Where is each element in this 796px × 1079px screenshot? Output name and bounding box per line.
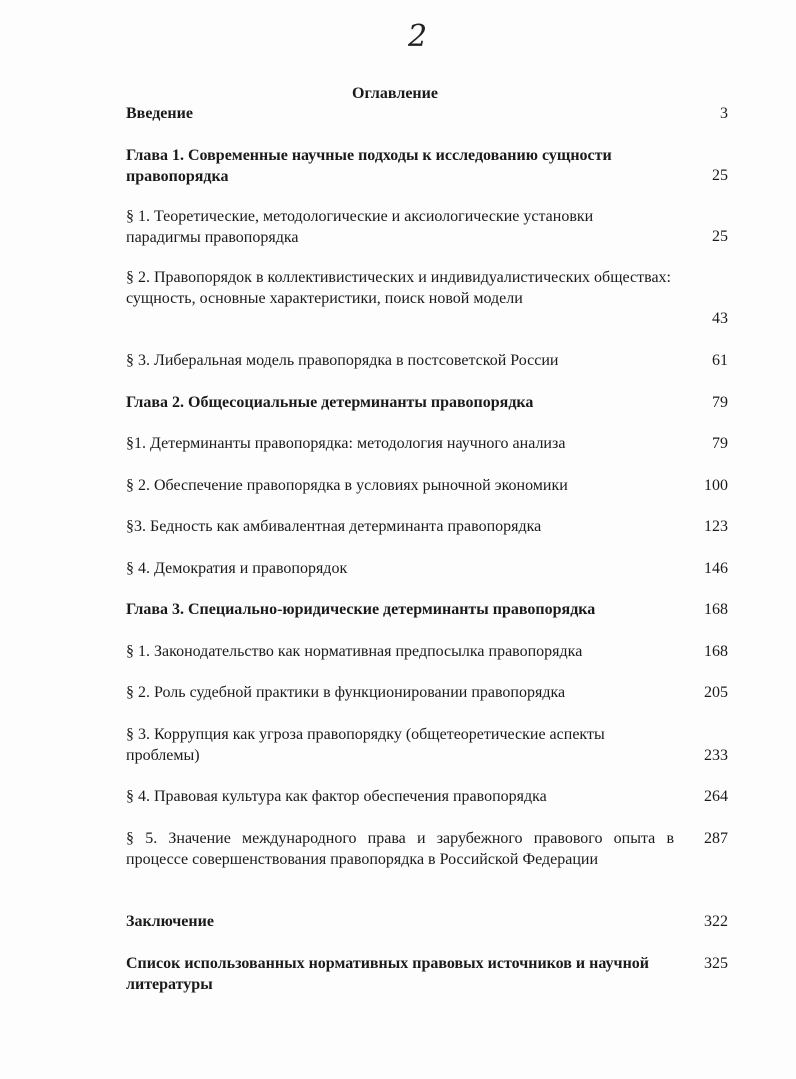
toc-entry-text: § 2. Обеспечение правопорядка в условиях рыночной экономики (126, 477, 568, 494)
toc-title (0, 84, 796, 104)
toc-entry-text: § 2. Правопорядок в коллективистических и индивидуалистических обществах: сущность, основные характеристики, поиск новой модели (126, 269, 671, 307)
toc-entry-page: 79 (712, 435, 728, 452)
toc-entry-text: § 4. Правовая культура как фактор обеспечения правопорядка (126, 788, 547, 805)
toc-entry-page: 168 (704, 601, 728, 618)
toc-entry-text: Заключение (126, 913, 214, 930)
handwritten-page-number: 2 (408, 19, 428, 54)
toc-entry-text: Введение (126, 105, 193, 122)
toc-entry-text: Глава 2. Общесоциальные детерминанты правопорядка (126, 394, 534, 411)
toc-entry-page: 233 (704, 747, 728, 764)
toc-entry-page: 146 (704, 560, 728, 577)
toc-entry-page: 205 (704, 684, 728, 701)
toc-entry-text: Глава 1. Современные научные подходы к исследованию сущности правопорядка (126, 147, 612, 185)
toc-entry-page: 61 (712, 352, 728, 369)
toc-entry-text: § 4. Демократия и правопорядок (126, 560, 348, 577)
toc-entry-page: 3 (720, 105, 728, 122)
toc-entry-page: 100 (704, 477, 728, 494)
toc-entry-page: 25 (712, 228, 728, 245)
toc-entry-page: 25 (712, 167, 728, 184)
toc-entry-text: § 2. Роль судебной практики в функционировании правопорядка (126, 684, 566, 701)
toc-entry-text: § 1. Законодательство как нормативная предпосылка правопорядка (126, 643, 583, 660)
toc-entry-page: 79 (712, 394, 728, 411)
toc-entry-page: 43 (712, 310, 728, 327)
toc-entry-text: §3. Бедность как амбивалентная детерминанта правопорядка (126, 518, 542, 535)
toc-entry-text: Список использованных нормативных правовых источников и научной литературы (126, 955, 649, 993)
toc-entry-page: 287 (704, 830, 728, 847)
toc-entry-text: § 3. Коррупция как угроза правопорядку (общетеоретические аспекты проблемы) (126, 726, 605, 764)
toc-entry-text: § 3. Либеральная модель правопорядка в постсоветской России (126, 352, 559, 369)
toc-entry-text: § 5. Значение международного права и зарубежного правового опыта в процессе совершенствования правопорядка в Российской Федерации (126, 830, 674, 868)
toc-entry-page: 264 (704, 788, 728, 805)
toc-title-text: Оглавление (352, 85, 438, 102)
toc-entry-page: 325 (704, 955, 728, 972)
toc-entry-text: § 1. Теоретические, методологические и аксиологические установки парадигмы правопорядка (126, 208, 594, 246)
toc-entry-page: 322 (704, 913, 728, 930)
toc-entry-page: 123 (704, 518, 728, 535)
toc-entry-text: Глава 3. Специально-юридические детерминанты правопорядка (126, 601, 596, 618)
toc-entry-page: 168 (704, 643, 728, 660)
toc-entry-text: §1. Детерминанты правопорядка: методология научного анализа (126, 435, 566, 452)
